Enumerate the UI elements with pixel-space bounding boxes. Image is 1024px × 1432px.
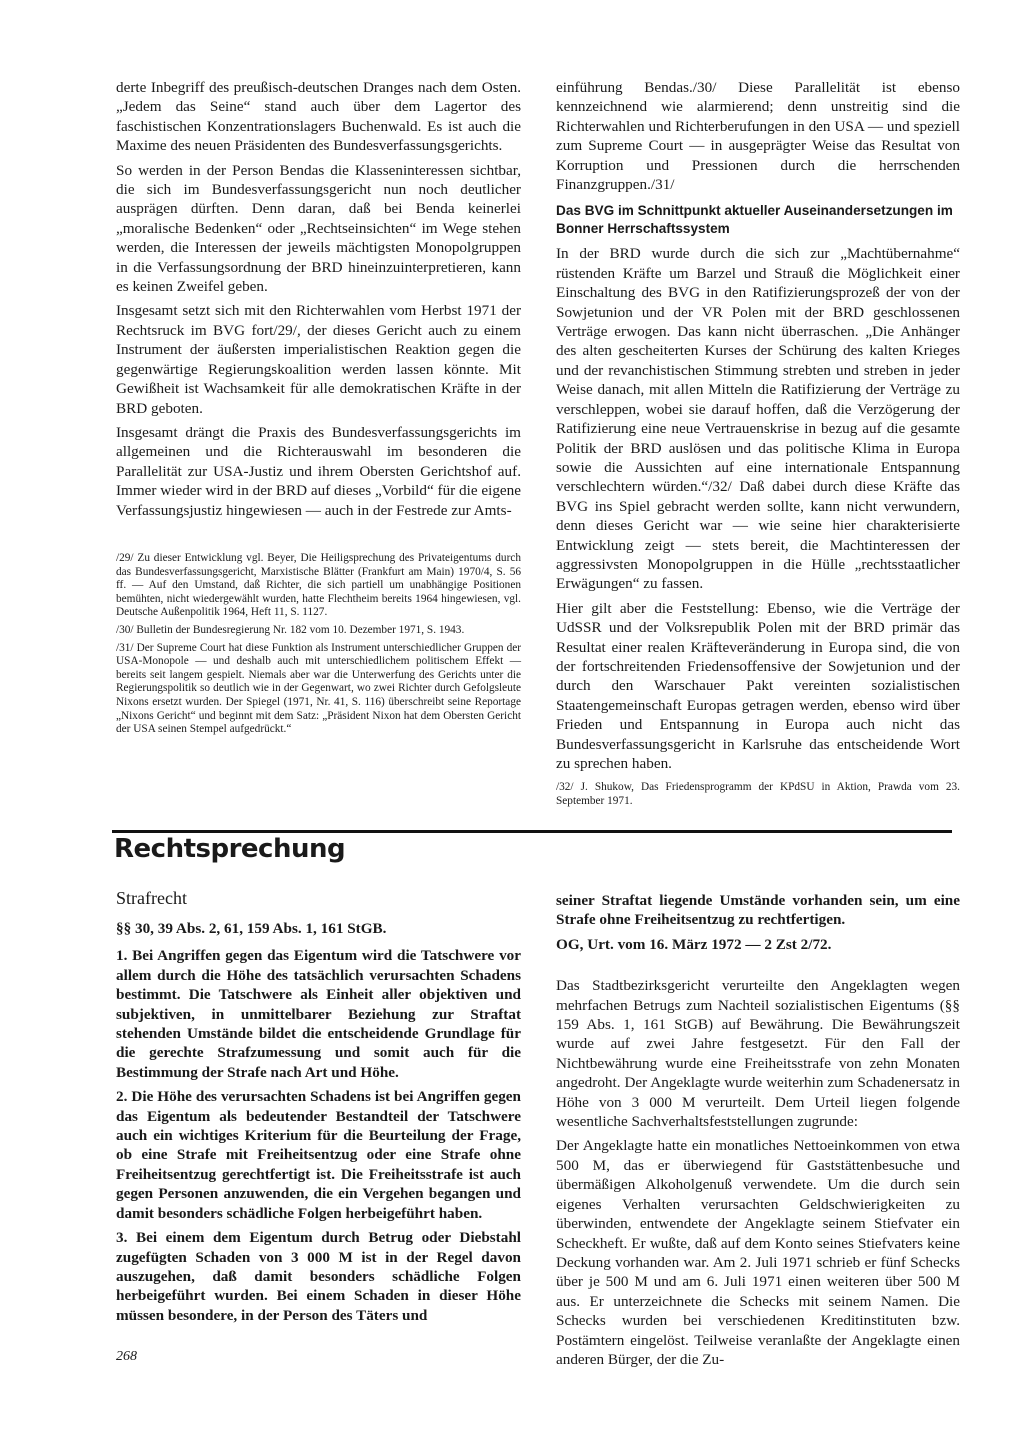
footnotes-left [116, 552, 521, 741]
headnote: 3. Bei einem dem Eigentum durch Betrug oder Diebstahl zugefügten Schaden von 3 000 M ist in der Regel davon auszugehen, daß damit besonders schädliche Folgen herbeigeführt wurden. Bei einem Schaden in dieser Höhe müssen besondere, in der Person des Täters und [116, 1229, 521, 1324]
footnote: /30/ Bulletin der Bundesregierung Nr. 182 vom 10. Dezember 1971, S. 1943. [116, 623, 465, 636]
section-title: Rechtsprechung [114, 834, 346, 864]
headnote: 1. Bei Angriffen gegen das Eigentum wird die Tatschwere vor allem durch die Höhe des tatsächlich verursachten Schadens bestimmt. Die Tatschwere als Einheit aller objektiven und subjektiven, in unmittelbarer Beziehung zur Straftat stehenden Umstände bildet die entscheidende Grundlage für die gerechte Strafzumessung und somit auch für die Bestimmung der Strafe nach Art und Höhe. [116, 947, 521, 1081]
top-right-column [556, 78, 960, 813]
body-paragraph: Der Angeklagte hatte ein monatliches Nettoeinkommen von etwa 500 M, das er überwiegend für Gaststättenbesuche und übermäßigen Alkoholgenuß verwendete. Um die durch sein eigenes Verhalten verursachten Geldschwierigkeiten zu überwinden, entwendete der Angeklagte seinem Stiefvater ein Scheckheft. Er wußte, daß auf dem Konto seines Stiefvaters keine Deckung vorhanden war. Am 2. Juli 1971 schrieb er fünf Schecks über je 500 M und am 6. Juli 1971 einen weiteren über 500 M aus. Er unterzeichnete die Schecks mit seinem Namen. Die Schecks wurden bei verschiedenen Kreditinstituten bzw. Postämtern eingelöst. Teilweise veranlaßte der Angeklagte einen anderen Bürger, der die Zu- [556, 1137, 960, 1368]
statute-citation: §§ 30, 39 Abs. 2, 61, 159 Abs. 1, 161 StGB. [116, 920, 387, 937]
body-paragraph: derte Inbegriff des preußisch-deutschen Dranges nach dem Osten. „Jedem das Seine“ stand auch über dem Lagertor des faschistischen Konzentrationslagers Buchenwald. Es ist auch die Maxime des neuen Präsidenten des Bundesverfassungsgerichts. [116, 79, 521, 155]
subsection-title: Strafrecht [116, 888, 187, 908]
body-paragraph: Hier gilt aber die Feststellung: Ebenso, wie die Verträge der UdSSR und der Volksrepublik Polen mit der BRD primär das Resultat einer realen Kräfteveränderung in Europa sind, die von der fortschreitenden Friedensoffensive der Sowjetunion und der durch den Warschauer Pakt vereinten sozialistischen Staatengemeinschaft Europas getragen werden, ebenso wird über Frieden und Entspannung in Europa auch nicht das Bundesverfassungsgericht in Karlsruhe das entscheidende Wort zu sprechen haben. [556, 599, 960, 772]
body-paragraph: Das Stadtbezirksgericht verurteilte den Angeklagten wegen mehrfachen Betrugs zum Nachteil sozialistischen Eigentums (§§ 159 Abs. 1, 161 StGB) auf Bewährung. Die Bewährungszeit wurde auf zwei Jahre festgesetzt. Für den Fall der Nichtbewährung wurde eine Freiheitsstrafe von zehn Monaten angedroht. Der Angeklagte wurde weiterhin zum Schadenersatz in Höhe von 3 000 M verurteilt. Dem Urteil liegen folgende wesentliche Sachverhaltsfeststellungen zugrunde: [556, 977, 960, 1131]
footnote: /32/ J. Shukow, Das Friedensprogramm der KPdSU in Aktion, Prawda vom 23. September 1971. [556, 781, 960, 807]
bottom-left-column [116, 888, 521, 1330]
court-reference: OG, Urt. vom 16. März 1972 — 2 Zst 2/72. [556, 935, 832, 953]
footnote: /29/ Zu dieser Entwicklung vgl. Beyer, Die Heiligsprechung des Privateigentums durch das Bundesverfassungsgericht, Marxistische Blätter (Frankfurt am Main) 1970/4, S. 56 ff. — Auf den Umstand, daß Richter, die sich partiell um unabhängige Positionen bemühten, nicht wiedergewählt wurden, hatte Flechtheim bereits 1964 hingewiesen, vgl. Deutsche Außenpolitik 1964, Heft 11, S. 1127. [116, 552, 521, 619]
top-left-column [116, 78, 521, 525]
body-paragraph: Insgesamt drängt die Praxis des Bundesverfassungsgerichts im allgemeinen und die Richterauswahl im besonderen die Parallelität zur USA-Justiz und ihrem Obersten Gerichtshof auf. Immer wieder wird in der BRD auf dieses „Vorbild“ für die eigene Verfassungsjustiz hingewiesen — auch in der Festrede zur Amts- [116, 423, 522, 519]
body-paragraph: So werden in der Person Bendas die Klasseninteressen sichtbar, die sich im Bundesverfassungsgericht nun noch deutlicher ausprägen dürften. Denn daran, daß bei Benda keinerlei „moralische Bedenken“ oder „Rechtseinsichten“ im Wege stehen werden, die Interessen der jeweils mächtigsten Monopolgruppen in die Verfassungsordnung der BRD hineinzuinterpretieren, kann es keinen Zweifel geben. [116, 161, 521, 296]
body-paragraph: Insgesamt setzt sich mit den Richterwahlen vom Herbst 1971 der Rechtsruck im BVG fort/29/, der dieses Gericht auch zu einem Instrument der äußersten imperialistischen Reaktion gegen die gegenwärtige Regierungskoalition werden lassen könnte. Mit Gewißheit ist Wachsamkeit für alle demokratischen Kräfte in der BRD geboten. [116, 302, 521, 417]
section-rule [112, 830, 952, 833]
body-paragraph: In der BRD wurde durch die sich zur „Machtübernahme“ rüstenden Kräfte um Barzel und Strauß die Möglichkeit einer Einschaltung des BVG in den Ratifizierungsprozeß der von der Sowjetunion und der VR Polen mit der BRD geschlossenen Verträge erwogen. Das kann nicht überraschen. „Die Anhänger des alten gescheiterten Kurses der Schürung des kalten Krieges und der revanchistischen Stimmung strebten und streben in jeder Weise danach, mit allen Mitteln die Ratifizierung der Verträge zu verschleppen, wobei sie darauf hoffen, daß die Verzögerung der Ratifizierung eine neue Vertrauenskrise in bezug auf die gesamte Politik der BRD auslösen und das politische Klima in Europa sowie die Aussichten auf eine internationale Entspannung verschlechtern würden.“/32/ Daß dabei durch diese Kräfte das BVG ins Spiel gebracht werden sollte, kann nicht verwundern, denn dieses Gericht war — wie seine hier charakterisierte Entwicklung zeigt — stets bereit, die Machtinteressen der aggressivsten Monopolgruppen in die Hülle „rechtsstaatlicher Erwägungen“ zu fassen. [556, 245, 960, 593]
headnote: 2. Die Höhe des verursachten Schadens ist bei Angriffen gegen das Eigentum als bedeutender Bestandteil der Tatschwere auch ein wichtiges Kriterium für die Beurteilung der Frage, ob eine Strafe mit Freiheitsentzug oder eine Strafe ohne Freiheitsentzug gerechtfertigt ist. Die Freiheitsstrafe ist auch gegen Personen anzuwenden, die ein Vergehen begangen und damit besonders schädliche Folgen herbeigeführt haben. [116, 1088, 521, 1222]
bottom-right-column [556, 891, 960, 1374]
page-number: 268 [116, 1349, 137, 1364]
body-paragraph: einführung Bendas./30/ Diese Parallelität ist ebenso kennzeichnend wie alarmierend; denn unstreitig sind die Richterwahlen und Richterberufungen in den USA — und speziell zum Supreme Court — in ausgeprägter Weise das Resultat von Korruption und Pressionen durch die herrschenden Finanzgruppen./31/ [556, 79, 960, 194]
footnote: /31/ Der Supreme Court hat diese Funktion als Instrument unterschiedlicher Gruppen der USA-Monopole — und deshalb auch mit unterschiedlichem politischem Effekt — bereits seit langem gespielt. Niemals aber war die Unterwerfung des Gerichts unter die Regierungspolitik so deutlich wie in der Gegenwart, wo zwei Richter durch Gefolgsleute Nixons ersetzt wurden. Der Spiegel (1971, Nr. 41, S. 116) überschreibt seine Reportage „Nixons Gericht“ und beginnt mit dem Satz: „Präsident Nixon hat dem Obersten Gericht der USA seinen Stempel aufgedrückt.“ [116, 641, 521, 736]
headnote-continuation: seiner Straftat liegende Umstände vorhanden sein, um eine Strafe ohne Freiheitsentzug zu rechtfertigen. [556, 892, 960, 929]
section-heading: Das BVG im Schnittpunkt aktueller Auseinandersetzungen im Bonner Herrschaftssystem [556, 203, 953, 237]
